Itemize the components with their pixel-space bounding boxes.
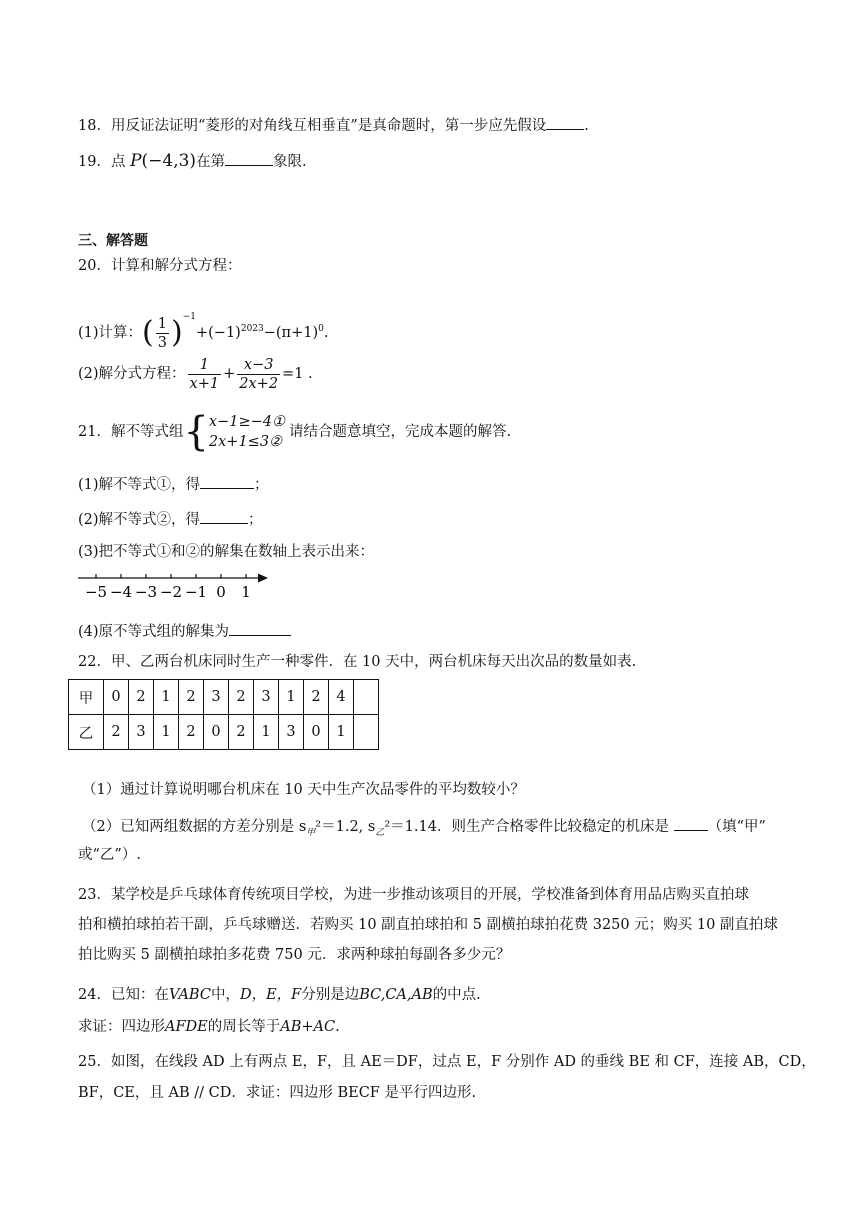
axis-arrow — [258, 574, 268, 583]
axis-tick-label: −3 — [134, 583, 158, 601]
question-23-line-2: 拍和横拍球拍若干副，乒乓球赠送．若购买 10 副直拍球拍和 5 副横拍球拍花费 3250 元；购买 10 副直拍球 — [78, 917, 778, 933]
table-cell: 2 — [129, 680, 154, 715]
question-24: 24．已知：在VABC中，D，E，F分别是边BC,CA,AB的中点. — [78, 987, 481, 1003]
question-number: 23． — [78, 887, 111, 903]
question-21-part-3: (3)把不等式①和②的解集在数轴上表示出来： — [78, 544, 375, 560]
table-cell: 3 — [254, 680, 279, 715]
table-cell: 1 — [254, 715, 279, 750]
question-25-line-2: BF，CE，且 AB // CD．求证：四边形 BECF 是平行四边形. — [78, 1085, 477, 1101]
answer-blank — [225, 150, 273, 166]
table-cell: 1 — [154, 680, 179, 715]
answer-blank — [200, 508, 248, 524]
table-cell: 1 — [329, 715, 354, 750]
point-coords: (−4,3) — [141, 151, 197, 171]
question-25: 25．如图，在线段 AD 上有两点 E，F，且 AE＝DF，过点 E，F 分别作 AD 的垂线 BE 和 CF，连接 AB，CD， — [78, 1054, 816, 1070]
question-21: 21．解不等式组{ x−1≥−4① 2x+1≤3② 请结合题意填空，完成本题的解答. — [78, 409, 512, 455]
table-cell: 2 — [229, 715, 254, 750]
question-18: 18．用反证法证明“菱形的对角线互相垂直”是真命题时，第一步应先假设 . — [78, 114, 589, 136]
table-cell: 2 — [229, 680, 254, 715]
question-20-part-2: (2)解分式方程： $\frac{1}{x+1}$ + $\frac{x-3}{2x+2}$ =1 . — [78, 356, 313, 392]
question-number: 22． — [78, 654, 111, 670]
table-cell: 0 — [104, 680, 129, 715]
question-24-line-2: 求证：四边形AFDE的周长等于AB+AC. — [78, 1019, 340, 1035]
row-label: 甲 — [69, 680, 104, 715]
axis-tick-label: −2 — [159, 583, 183, 601]
row-label: 乙 — [69, 715, 104, 750]
question-22: 22．甲、乙两台机床同时生产一种零件．在 10 天中，两台机床每天出次品的数量如表. — [78, 654, 637, 670]
axis-tick-label: −1 — [184, 583, 208, 601]
question-number: 18． — [78, 118, 111, 134]
number-line — [76, 570, 276, 604]
table-cell: 2 — [104, 715, 129, 750]
answer-blank — [674, 815, 708, 831]
table-cell: 3 — [204, 680, 229, 715]
point-label: P — [130, 151, 142, 171]
question-22-part-2: （2）已知两组数据的方差分别是 $s_甲^2=1.2$, $s_乙^2=1.14$．则生产合格零件比较稳定的机床是 （填“甲” — [82, 815, 766, 843]
question-21-part-2: (2)解不等式②，得 ； — [78, 508, 263, 530]
fraction-2: $\frac{x-3}{2x+2}$ — [239, 356, 279, 392]
question-20: 20．计算和解分式方程： — [78, 258, 242, 274]
table-cell: 1 — [279, 680, 304, 715]
table-row — [69, 715, 379, 750]
question-23-line-3: 拍比购买 5 副横拍球拍多花费 750 元．求两种球拍每副各多少元？ — [78, 947, 511, 963]
table-cell: 2 — [304, 680, 329, 715]
table-cell: 3 — [129, 715, 154, 750]
question-22-part-2-cont: 或“乙”）. — [78, 847, 141, 863]
question-number: 20． — [78, 258, 111, 274]
question-19: 19．点 P(−4,3)在第 象限. — [78, 151, 307, 171]
answer-blank — [546, 114, 584, 130]
answer-blank — [229, 620, 291, 636]
axis-tick-label: −4 — [109, 583, 133, 601]
table-cell — [354, 715, 379, 750]
question-21-part-4: (4)原不等式组的解集为 — [78, 620, 291, 642]
question-21-part-1: (1)解不等式①，得 ； — [78, 473, 269, 495]
question-23: 23．某学校是乒乓球体育传统项目学校，为进一步推动该项目的开展，学校准备到体育用品店购买直拍球 — [78, 887, 749, 903]
axis-tick-label: 1 — [241, 583, 251, 601]
defect-table — [68, 679, 379, 750]
question-text: 用反证法证明“菱形的对角线互相垂直”是真命题时，第一步应先假设 — [110, 118, 547, 134]
question-number: 25． — [78, 1054, 111, 1070]
table-row — [69, 680, 379, 715]
table-cell: 0 — [304, 715, 329, 750]
section-heading: 三、解答题 — [78, 233, 148, 249]
fraction-one-third: $\frac{1}{3}$ — [157, 315, 167, 351]
table-cell: 2 — [179, 680, 204, 715]
table-cell — [354, 680, 379, 715]
fraction-1: $\frac{1}{x+1}$ — [189, 356, 220, 392]
table-cell: 4 — [329, 680, 354, 715]
question-22-part-1: （1）通过计算说明哪台机床在 10 天中生产次品零件的平均数较小？ — [82, 782, 525, 798]
table-cell: 1 — [154, 715, 179, 750]
question-number: 21． — [78, 424, 111, 440]
question-number: 24． — [78, 987, 111, 1003]
inequality-system: x−1≥−4① 2x+1≤3② — [208, 414, 285, 450]
axis-tick-label: −5 — [84, 583, 108, 601]
table-cell: 3 — [279, 715, 304, 750]
axis-tick-label: 0 — [216, 583, 226, 601]
answer-blank — [200, 473, 254, 489]
question-number: 19． — [78, 154, 111, 170]
question-20-part-1: (1)计算：( $\frac{1}{3}$ )$^{-1}+(-1)^{2023}-(\pi+1)^0$. — [78, 312, 329, 351]
table-cell: 0 — [204, 715, 229, 750]
table-cell: 2 — [179, 715, 204, 750]
